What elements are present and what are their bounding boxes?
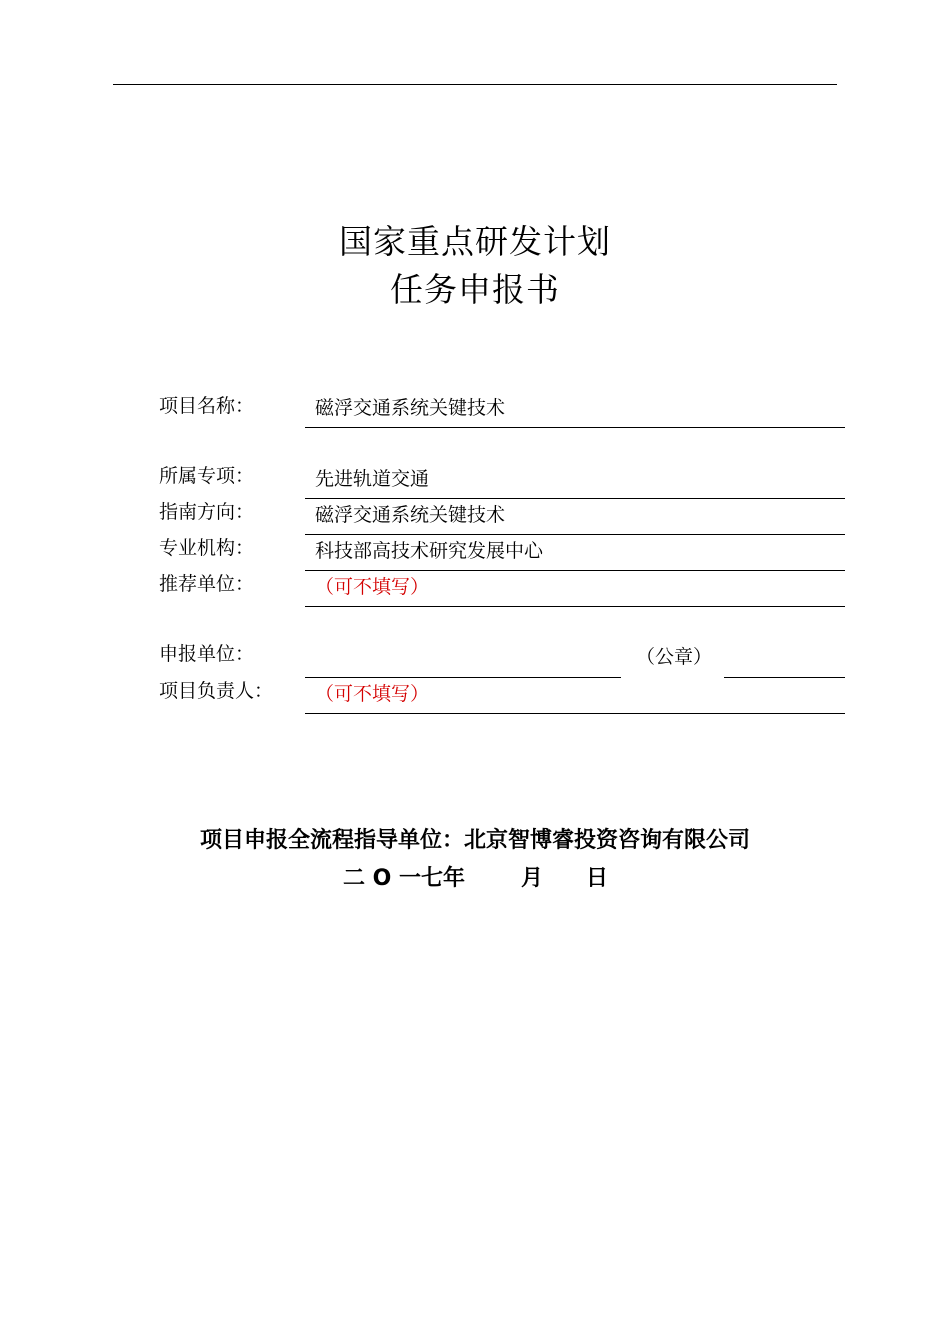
project-leader-value[interactable]: （可不填写）	[315, 683, 430, 705]
professional-agency-underline	[305, 570, 845, 571]
document-title-line1: 国家重点研发计划	[339, 222, 611, 261]
special-project-value[interactable]: 先进轨道交通	[315, 468, 430, 490]
project-leader-label: 项目负责人：	[159, 680, 274, 702]
guidance-unit-text: 项目申报全流程指导单位：北京智博睿投资咨询有限公司	[199, 828, 750, 853]
date-year: 二 O 一七年	[343, 866, 466, 891]
professional-agency-value[interactable]: 科技部高技术研究发展中心	[315, 540, 544, 562]
special-project-underline	[305, 498, 845, 499]
applying-unit-label: 申报单位：	[159, 643, 255, 665]
project-name-label: 项目名称：	[159, 395, 255, 417]
project-leader-underline	[305, 713, 845, 714]
guide-direction-label: 指南方向：	[159, 501, 255, 523]
special-project-label: 所属专项：	[159, 465, 255, 487]
header-rule	[113, 84, 837, 85]
recommending-unit-label: 推荐单位：	[159, 573, 255, 595]
guide-direction-underline	[305, 534, 845, 535]
project-name-value[interactable]: 磁浮交通系统关键技术	[315, 397, 506, 419]
date-month: 月	[521, 866, 544, 891]
applying-unit-underline	[305, 677, 621, 678]
recommending-unit-underline	[305, 606, 845, 607]
official-seal-label: （公章）	[636, 646, 713, 668]
professional-agency-label: 专业机构：	[159, 537, 255, 559]
project-name-underline	[305, 427, 845, 428]
date-day: 日	[586, 866, 609, 891]
guide-direction-value[interactable]: 磁浮交通系统关键技术	[315, 504, 506, 526]
seal-underline	[724, 677, 845, 678]
document-title-line2: 任务申报书	[390, 270, 560, 309]
recommending-unit-value[interactable]: （可不填写）	[315, 576, 430, 598]
